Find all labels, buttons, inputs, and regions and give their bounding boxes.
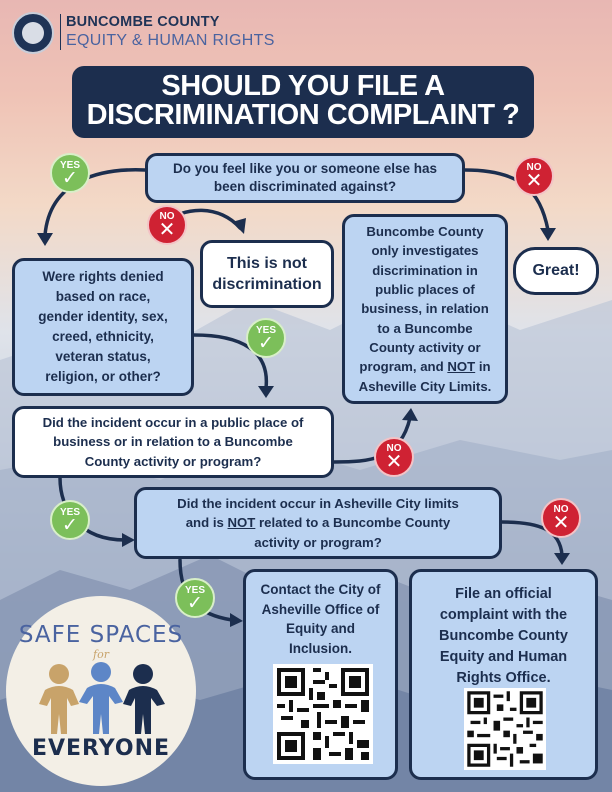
check-icon: ✓: [62, 168, 78, 189]
check-icon: ✓: [62, 515, 78, 536]
no-badge-q2: NO ✕: [147, 205, 187, 245]
result-file-complaint: File an official complaint with the Buncombe County Equity and Human Rights Office.: [409, 569, 598, 780]
cross-icon: ✕: [385, 451, 403, 473]
title-line-2: DISCRIMINATION COMPLAINT ?: [86, 99, 520, 131]
yes-badge-q4: YES ✓: [175, 578, 215, 618]
question-discriminated: Do you feel like you or someone else has been discriminated against?: [145, 153, 465, 203]
title-line-1: SHOULD YOU FILE A: [161, 70, 445, 102]
check-icon: ✓: [258, 333, 274, 354]
people-holding-hands-icon: [31, 660, 171, 736]
no-badge-q4: NO ✕: [541, 498, 581, 538]
logo-for-text: for: [93, 648, 109, 661]
yes-badge-q1: YES ✓: [50, 153, 90, 193]
yes-badge-q3: YES ✓: [50, 500, 90, 540]
cross-icon: ✕: [525, 170, 543, 192]
question-rights-denied: Were rights denied based on race, gender identity, sex, creed, ethnicity, veteran status, religion, or other?: [12, 258, 194, 396]
org-name: BUNCOMBE COUNTY: [66, 14, 220, 30]
no-badge-q1: NO ✕: [514, 156, 554, 196]
cross-icon: ✕: [552, 512, 570, 534]
buncombe-qr-code[interactable]: [464, 688, 546, 770]
safe-spaces-logo: [6, 596, 196, 786]
logo-bottom-text: EVERYONE: [31, 736, 171, 761]
question-public-place: Did the incident occur in a public place of business or in relation to a Buncombe County activity or program?: [12, 406, 334, 478]
asheville-qr-code[interactable]: [273, 664, 373, 764]
result-not-discrimination: This is not discrimination: [200, 240, 334, 308]
question-asheville-limits: Did the incident occur in Asheville City limits and is NOT related to a Buncombe County activity or program?: [134, 487, 502, 559]
yes-badge-q2: YES ✓: [246, 318, 286, 358]
org-department: EQUITY & HUMAN RIGHTS: [66, 32, 275, 49]
no-badge-q3: NO ✕: [374, 437, 414, 477]
result-great: Great!: [513, 247, 599, 295]
buncombe-jurisdiction-info: Buncombe County only investigates discrimination in public places of business, in relation to a Buncombe County activity or program, and NOT in Asheville City Limits.: [342, 214, 508, 404]
result-contact-asheville: Contact the City of Asheville Office of Equity and Inclusion.: [243, 569, 398, 780]
logo-top-text: SAFE SPACES: [18, 622, 184, 648]
check-icon: ✓: [187, 593, 203, 614]
cross-icon: ✕: [158, 219, 176, 241]
